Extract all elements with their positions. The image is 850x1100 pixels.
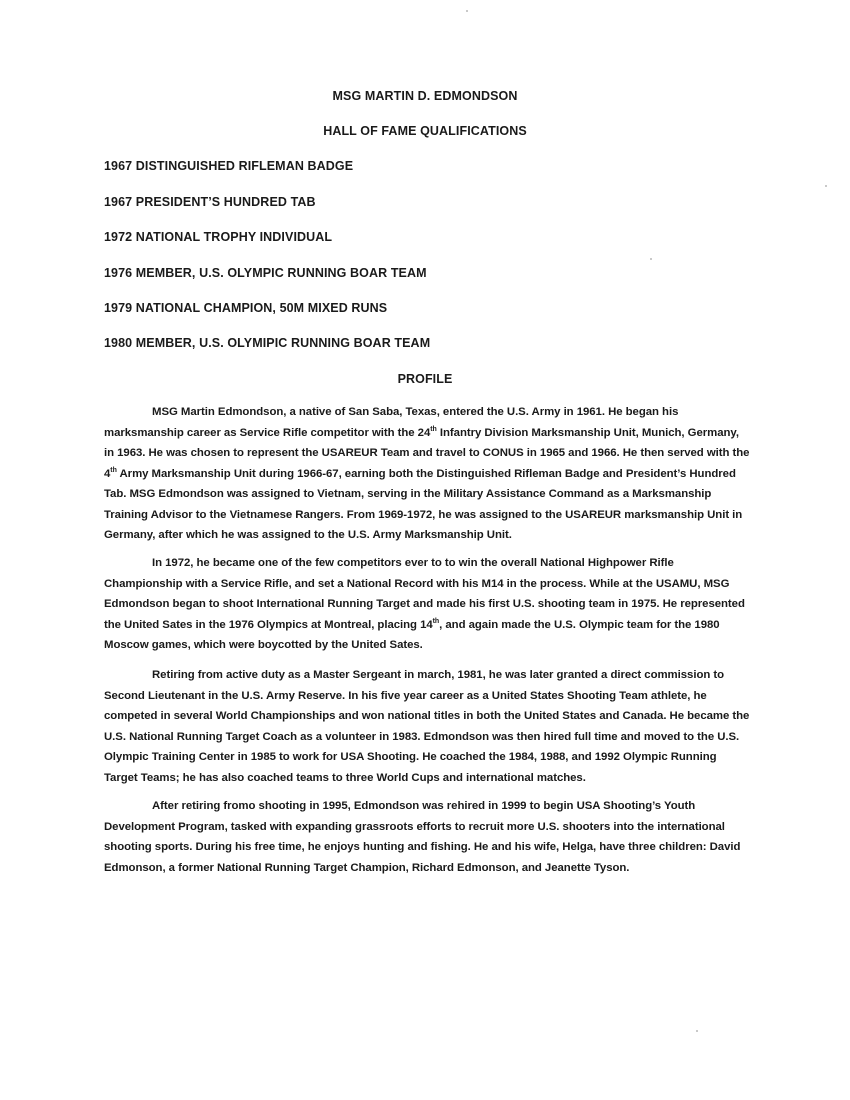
paragraph-text: MSG Martin Edmondson, a native of San Saba, Texas, entered the U.S. Army in 1961. He began his marksmanship career as Service Rifle competitor with the 24 xyxy=(104,406,679,439)
ordinal-suffix: th xyxy=(110,466,117,474)
profile-paragraph-4: After retiring fromo shooting in 1995, Edmondson was rehired in 1999 to begin USA Shooting’s Youth Development Program, tasked with expanding grassroots efforts to recruit more U.S. shooters into the international shooting sports. During his free time, he enjoys hunting and fishing. He and his wife, Helga, have three children: David Edmonson, a former National Running Target Champion, Richard Edmonson, and Jeanette Tyson. xyxy=(104,800,741,874)
scan-speck xyxy=(825,185,827,187)
qualification-item: 1967 PRESIDENT’S HUNDRED TAB xyxy=(104,195,316,209)
qualification-item: 1980 MEMBER, U.S. OLYMIPIC RUNNING BOAR TEAM xyxy=(104,336,431,350)
qualification-item: 1972 NATIONAL TROPHY INDIVIDUAL xyxy=(104,230,333,244)
ordinal-suffix: th xyxy=(432,617,440,625)
ordinal-suffix: th xyxy=(430,425,437,433)
scan-speck xyxy=(650,258,652,260)
paragraph-text: , and again made the U.S. Olympic team for the 1980 Moscow games, which were boycotted by the United Sates. xyxy=(104,618,720,651)
profile-paragraph-3: Retiring from active duty as a Master Sergeant in march, 1981, he was later granted a direct commission to Second Lieutenant in the U.S. Army Reserve. In his five year career as a United States Shooting Team athlete, he competed in several World Championships and won national titles in both the United States and Canada. He became the U.S. National Running Target Coach as a volunteer in 1983. Edmondson was then hired full time and moved to the U.S. Olympic Training Center in 1985 to work for USA Shooting. He coached the 1984, 1988, and 1992 Olympic Running Target Teams; he has also coached teams to three World Cups and international matches. xyxy=(104,669,750,784)
qualification-item: 1967 DISTINGUISHED RIFLEMAN BADGE xyxy=(104,159,354,173)
profile-paragraph-2 xyxy=(104,553,752,656)
scan-speck xyxy=(696,1030,698,1032)
paragraph-text: Infantry Division Marksmanship Unit, Munich, Germany, in 1963. He was chosen to represent the USAREUR Team and travel to CONUS in 1965 and 1966. He then served with the 4 xyxy=(104,426,750,480)
document-title: MSG MARTIN D. EDMONDSON xyxy=(332,89,518,103)
qualification-item: 1979 NATIONAL CHAMPION, 50M MIXED RUNS xyxy=(104,301,388,315)
paragraph-text: In 1972, he became one of the few competitors ever to to win the overall National Highpower Rifle Championship with a Service Rifle, and set a National Record with his M14 in the process. While at the USAMU, MSG Edmondson began to shoot International Running Target and made his first U.S. shooting team in 1975. He represented the United Sates in the 1976 Olympics at Montreal, placing 14 xyxy=(104,557,745,631)
paragraph-text: Army Marksmanship Unit during 1966-67, earning both the Distinguished Rifleman Badge and President’s Hundred Tab. MSG Edmondson was assigned to Vietnam, serving in the Military Assistance Command as a Marksmanship Training Advisor to the Vietnamese Rangers. From 1969-1972, he was assigned to the USAREUR marksmanship Unit in Germany, after which he was assigned to the U.S. Army Marksmanship Unit. xyxy=(104,467,743,541)
document-subtitle: HALL OF FAME QUALIFICATIONS xyxy=(323,124,527,138)
profile-paragraph-1 xyxy=(104,402,752,546)
scan-speck xyxy=(466,10,468,12)
profile-heading: PROFILE xyxy=(397,372,453,386)
qualification-item: 1976 MEMBER, U.S. OLYMPIC RUNNING BOAR TEAM xyxy=(104,266,427,280)
